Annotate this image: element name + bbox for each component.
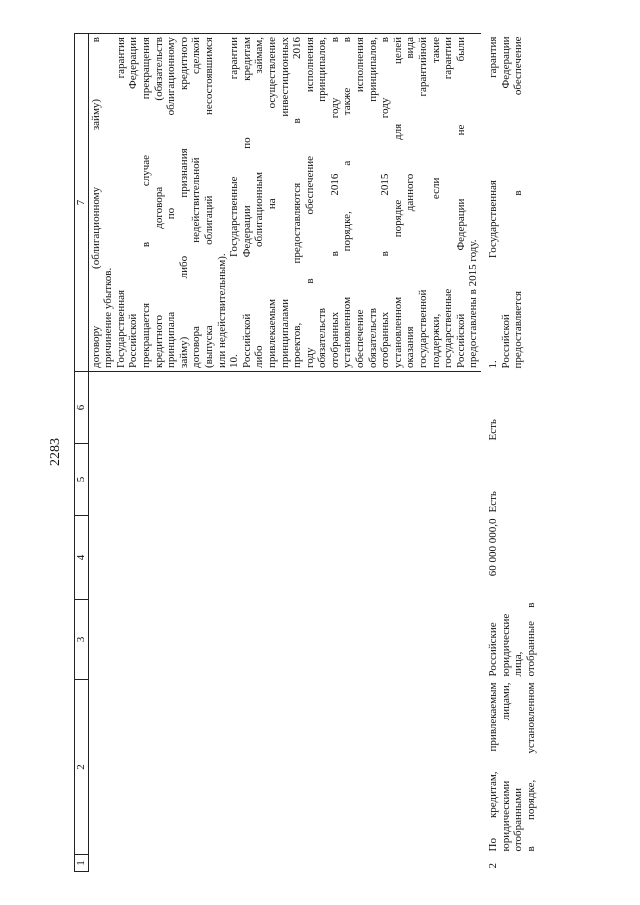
guarantees-table [74, 33, 538, 872]
text-line: Российской Федерации по кредитам [240, 37, 253, 368]
text-line: принципалами инвестиционных [278, 37, 291, 368]
purpose-line: По кредитам, привлекаемым [487, 682, 499, 852]
rotated-table-page [74, 0, 640, 872]
text-line: (выпуска облигаций несостоявшимся [202, 37, 215, 368]
table-row [88, 34, 481, 872]
principals-cell [481, 600, 538, 680]
column-number-row [75, 34, 89, 872]
conditions-cell [481, 34, 538, 372]
text-line: либо облигационным займам, [253, 37, 266, 368]
text-line: Государственная гарантия [114, 37, 127, 368]
col-header-6: 6 [75, 372, 89, 444]
text-line: предоставлены в 2015 году. [467, 239, 480, 368]
text-line: 10. Государственные гарантии [228, 37, 241, 368]
conditions-continuation-cell [88, 34, 481, 372]
amount-cell: 60 000 000,0 [487, 518, 499, 577]
text-line: обеспечение исполнения [354, 37, 367, 368]
col-header-3: 3 [75, 600, 89, 680]
purpose-cell [481, 680, 538, 855]
text-line: причинение убытков. [102, 267, 115, 368]
row-number: 2 [487, 863, 499, 869]
text-line: Российской Федерации [127, 37, 140, 368]
text-line: отобранных в 2016 году в [328, 37, 341, 368]
text-line: государственной гарантийной [417, 37, 430, 368]
purpose-line: юридическими лицами, отобранными [499, 682, 525, 852]
text-line: отобранных в 2015 году в [379, 37, 392, 368]
principals-line: юридические лица, [499, 613, 525, 677]
purpose-line: в порядке, установленном [524, 682, 537, 852]
text-line: прекращается в случае прекращения [139, 37, 152, 368]
text-line: принципала по облигационному [165, 37, 178, 368]
col-header-2: 2 [75, 680, 89, 855]
text-line: проектов, предоставляются в 2016 [291, 37, 304, 368]
col-header-7: 7 [75, 34, 89, 372]
principals-line: отобранные в [524, 602, 537, 677]
conditions-line: 1. Государственная гарантия [487, 36, 499, 369]
regress-cell: Есть [487, 491, 499, 513]
text-line: Российской Федерации не были [454, 37, 467, 368]
principals-line: Российские [487, 622, 499, 677]
conditions-line: Российской Федерации [499, 36, 512, 369]
text-line: договору (облигационному займу) в [89, 37, 102, 368]
text-line: договора недействительной сделкой [190, 37, 203, 368]
conditions-line: предоставляется в обеспечение [512, 36, 525, 369]
text-line: государственные гарантии [442, 37, 455, 368]
text-line: поддержки, если такие [429, 37, 442, 368]
page-number: 2283 [48, 438, 63, 466]
text-line: или недействительным). [215, 253, 228, 368]
table-row [481, 34, 538, 872]
text-line: кредитного договора (обязательств [152, 37, 165, 368]
col-header-5: 5 [75, 444, 89, 516]
text-line: установленном порядке, а также в [341, 37, 354, 368]
col-header-1: 1 [75, 855, 89, 872]
text-line: году в обеспечение исполнения [303, 37, 316, 368]
text-line: обязательств принципалов, [316, 37, 329, 368]
text-line: привлекаемым на осуществление [265, 37, 278, 368]
text-line: займу) либо признания кредитного [177, 37, 190, 368]
col6-cell: Есть [487, 419, 499, 441]
text-line: установленном порядке для целей [391, 37, 404, 368]
col-header-4: 4 [75, 516, 89, 600]
text-line: обязательств принципалов, [366, 37, 379, 368]
text-line: оказания данного вида [404, 37, 417, 368]
